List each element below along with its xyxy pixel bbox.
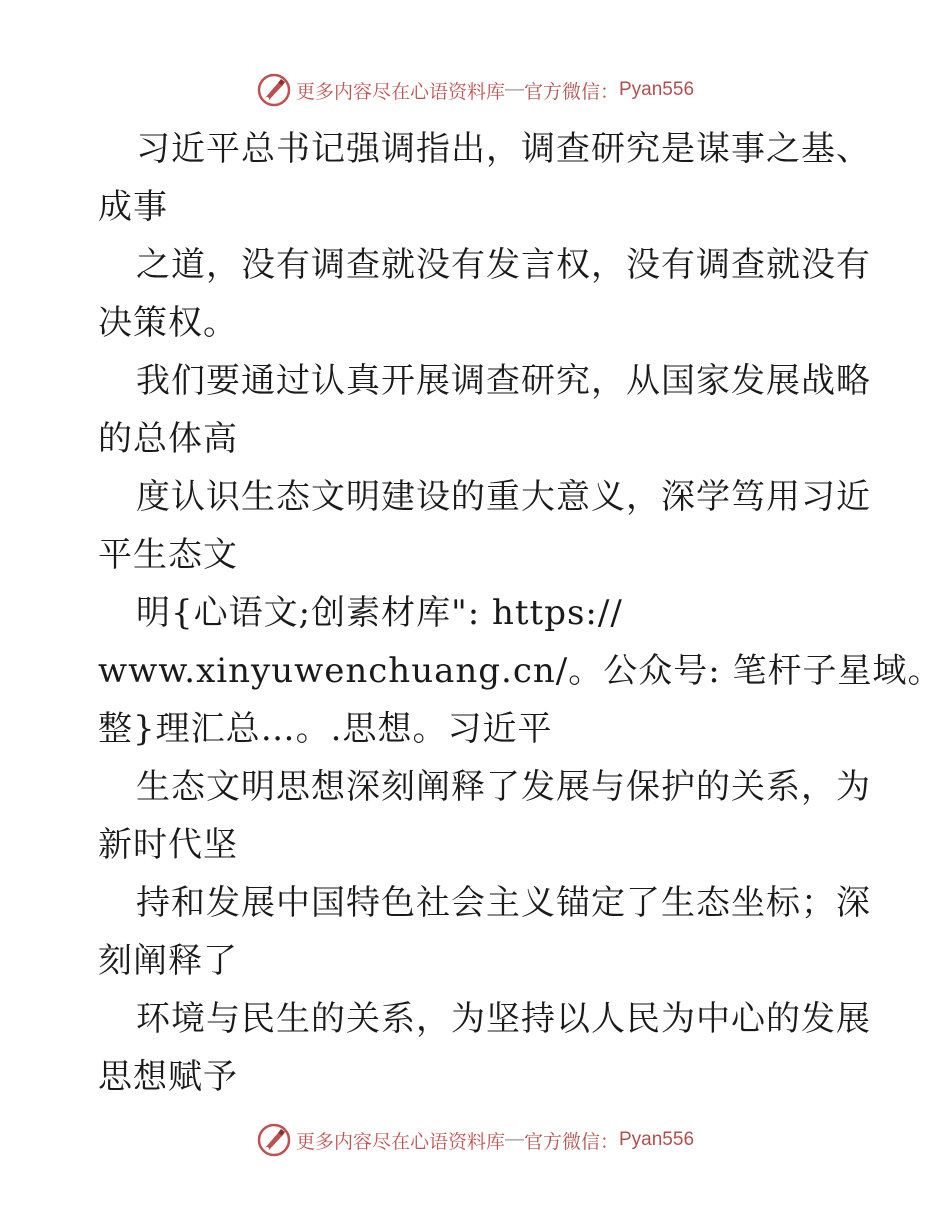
banner-brand-text: 更多内容尽在心语资料库 (295, 81, 505, 103)
body-line: 环境与民生的关系，为坚持以人民为中心的发展 (136, 999, 871, 1039)
body-line: 度认识生态文明建设的重大意义，深学笃用习近 (136, 477, 871, 517)
body-line: 持和发展中国特色社会主义锚定了生态坐标；深 (136, 883, 871, 923)
banner-wechat-id: Pyan556 (619, 79, 695, 100)
body-line: 成事 (98, 187, 168, 227)
banner-wechat-label: 官方微信： (523, 1131, 619, 1153)
body-line: www.xinyuwenchuang.cn/。公众号: 笔杆子星域。 (98, 651, 943, 691)
banner-separator: — (504, 1129, 524, 1150)
document-body (98, 120, 943, 1106)
pen-logo-icon (256, 72, 292, 108)
body-line: 刻阐释了 (98, 941, 238, 981)
body-line: 决策权。 (98, 303, 238, 343)
banner-separator: — (504, 79, 524, 100)
banner-wechat-label: 官方微信： (523, 81, 619, 103)
body-line: 生态文明思想深刻阐释了发展与保护的关系，为 (136, 767, 871, 807)
body-line: 明{心语文;创素材库": https:// (136, 593, 623, 633)
pen-logo-icon (256, 1122, 292, 1158)
body-line: 整}理汇总…。.思想。习近平 (98, 709, 553, 749)
body-line: 思想赋予 (98, 1057, 238, 1097)
header-banner (0, 70, 950, 110)
banner-brand-text: 更多内容尽在心语资料库 (295, 1131, 505, 1153)
body-line: 我们要通过认真开展调查研究，从国家发展战略 (136, 361, 871, 401)
banner-wechat-id: Pyan556 (619, 1129, 695, 1150)
body-line: 平生态文 (98, 535, 238, 575)
body-line: 新时代坚 (98, 825, 238, 865)
body-line: 的总体高 (98, 419, 238, 459)
body-line: 之道，没有调查就没有发言权，没有调查就没有 (136, 245, 871, 285)
body-line: 习近平总书记强调指出，调查研究是谋事之基、 (136, 129, 871, 169)
footer-banner (0, 1120, 950, 1160)
